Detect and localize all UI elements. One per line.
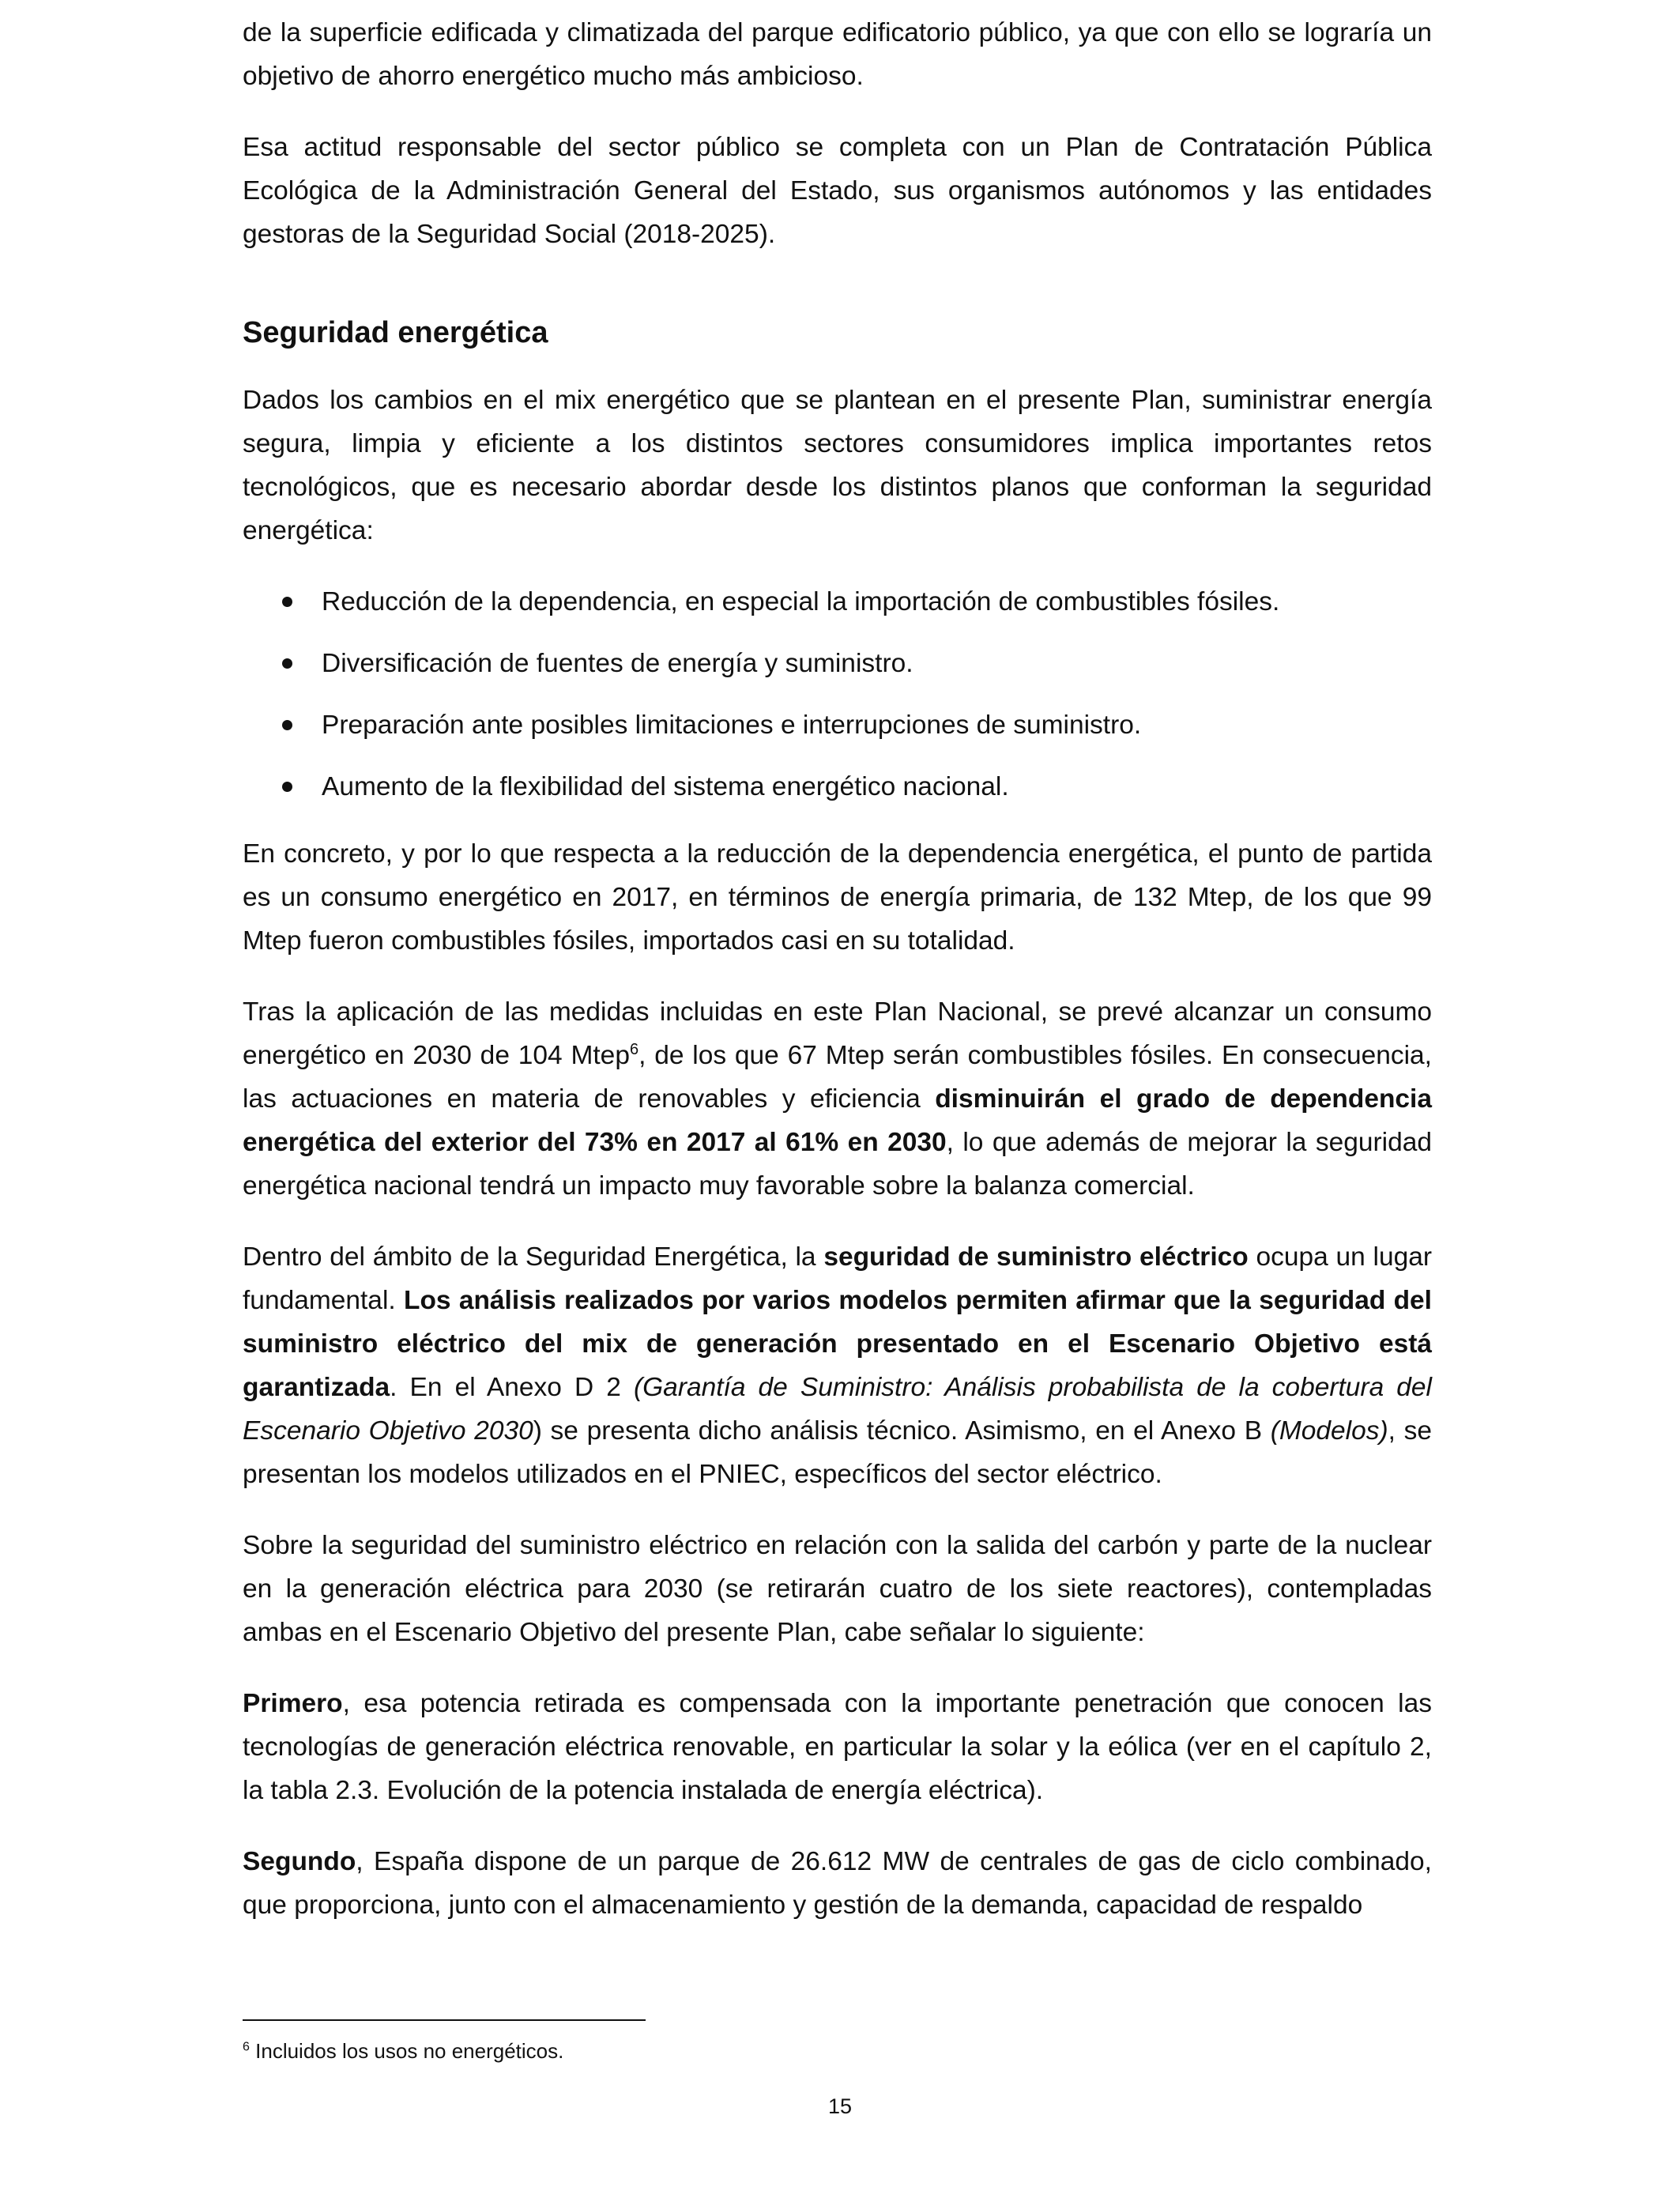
text-run: , se presentan los modelos utilizados en el PNIEC, específicos del sector eléctrico. — [243, 1416, 1433, 1489]
text-run: Tras la aplicación de las medidas incluidas en este Plan Nacional, se prevé alcanzar un consumo energético en 2030 de 104 Mtep — [243, 997, 1432, 1070]
paragraph-public-procurement: Esa actitud responsable del sector público se completa con un Plan de Contratación Pública Ecológica de la Administración General del Estado, sus organismos autónomos y las entidades gestoras de la Seguridad Social (2018-2025). — [243, 133, 1432, 249]
text-run: , España dispone de un parque de 26.612 MW de centrales de gas de ciclo combinado, que proporciona, junto con el almacenamiento y gestión de la demanda, capacidad de respaldo — [243, 1847, 1432, 1920]
footnote-separator — [243, 2019, 646, 2021]
paragraph-energy-mix: Dados los cambios en el mix energético que se plantean en el presente Plan, suministrar energía segura, limpia y eficiente a los distintos sectores consumidores implica importantes retos tecnológicos, que es necesario abordar desde los distintos planos que conforman la seguridad energética: — [243, 386, 1432, 545]
list-item-text: Preparación ante posibles limitaciones e interrupciones de suministro. — [322, 711, 1142, 740]
text-run: ) se presenta dicho análisis técnico. Asimismo, en el Anexo B — [533, 1416, 1271, 1446]
list-item — [243, 765, 1432, 809]
text-run: Dentro del ámbito de la Seguridad Energética, la — [243, 1242, 824, 1272]
italic-text: (Garantía de Suministro: Análisis probabilista de la cobertura del Escenario Objetivo 2030 — [243, 1373, 1432, 1446]
paragraph-electric-supply — [243, 1235, 1432, 1496]
footnote-text: Incluidos los usos no energéticos. — [249, 2039, 564, 2063]
section-heading-seguridad-energetica: Seguridad energética — [243, 316, 548, 349]
list-item — [243, 580, 1432, 624]
footnote-reference[interactable]: 6 — [629, 1040, 639, 1058]
bullet-icon — [282, 782, 292, 792]
text-run: , lo que además de mejorar la seguridad energética nacional tendrá un impacto muy favorable sobre la balanza comercial. — [243, 1128, 1432, 1201]
paragraph-starting-point: En concreto, y por lo que respecta a la reducción de la dependencia energética, el punto de partida es un consumo energético en 2017, en términos de energía primaria, de 132 Mtep, de los que 99 Mtep fueron combustibles fósiles, importados casi en su totalidad. — [243, 839, 1432, 956]
paragraph-coal-nuclear: Sobre la seguridad del suministro eléctrico en relación con la salida del carbón y parte de la nuclear en la generación eléctrica para 2030 (se retirarán cuatro de los siete reactores), contempladas ambas en el Escenario Objetivo del presente Plan, cabe señalar lo siguiente: — [243, 1531, 1432, 1647]
page-body — [243, 11, 1432, 1955]
list-item-text: Reducción de la dependencia, en especial la importación de combustibles fósiles. — [322, 587, 1280, 616]
paragraph-continuation: de la superficie edificada y climatizada del parque edificatorio público, ya que con ello se lograría un objetivo de ahorro energético mucho más ambicioso. — [243, 18, 1432, 91]
text-run: . En el Anexo D 2 — [390, 1373, 634, 1402]
italic-text: (Modelos) — [1270, 1416, 1388, 1446]
footnote-marker: 6 — [243, 2040, 250, 2054]
text-run: ocupa un lugar fundamental. — [243, 1242, 1432, 1315]
bullet-icon — [282, 658, 292, 669]
bold-text: seguridad de suministro eléctrico — [823, 1242, 1249, 1272]
bold-text: disminuirán el grado de dependencia energética del exterior del 73% en 2017 al 61% en 2030 — [243, 1084, 1432, 1157]
paragraph-segundo — [243, 1840, 1432, 1927]
list-item-text: Diversificación de fuentes de energía y suministro. — [322, 649, 913, 678]
bold-text: Primero — [243, 1689, 343, 1718]
list-item-text: Aumento de la flexibilidad del sistema energético nacional. — [322, 772, 1009, 801]
bold-text: Los análisis realizados por varios modelos permiten afirmar que la seguridad del suministro eléctrico del mix de generación presentado en el Escenario Objetivo está garantizada — [243, 1286, 1432, 1402]
bullet-icon — [282, 597, 292, 607]
page-number: 15 — [827, 2094, 853, 2118]
bullet-icon — [282, 720, 292, 730]
list-item — [243, 703, 1432, 747]
list-item — [243, 642, 1432, 685]
footnote — [243, 2038, 563, 2064]
paragraph-primero — [243, 1682, 1432, 1812]
bold-text: Segundo — [243, 1847, 356, 1876]
text-run: , esa potencia retirada es compensada con la importante penetración que conocen las tecnologías de generación eléctrica renovable, en particular la solar y la eólica (ver en el capítulo 2, la tabla 2.3. Evolución de la potencia instalada de energía eléctrica). — [243, 1689, 1432, 1805]
text-run: , de los que 67 Mtep serán combustibles fósiles. En consecuencia, las actuaciones en materia de renovables y eficiencia — [243, 1041, 1432, 1114]
paragraph-forecast — [243, 990, 1432, 1208]
bullet-list — [243, 580, 1432, 809]
